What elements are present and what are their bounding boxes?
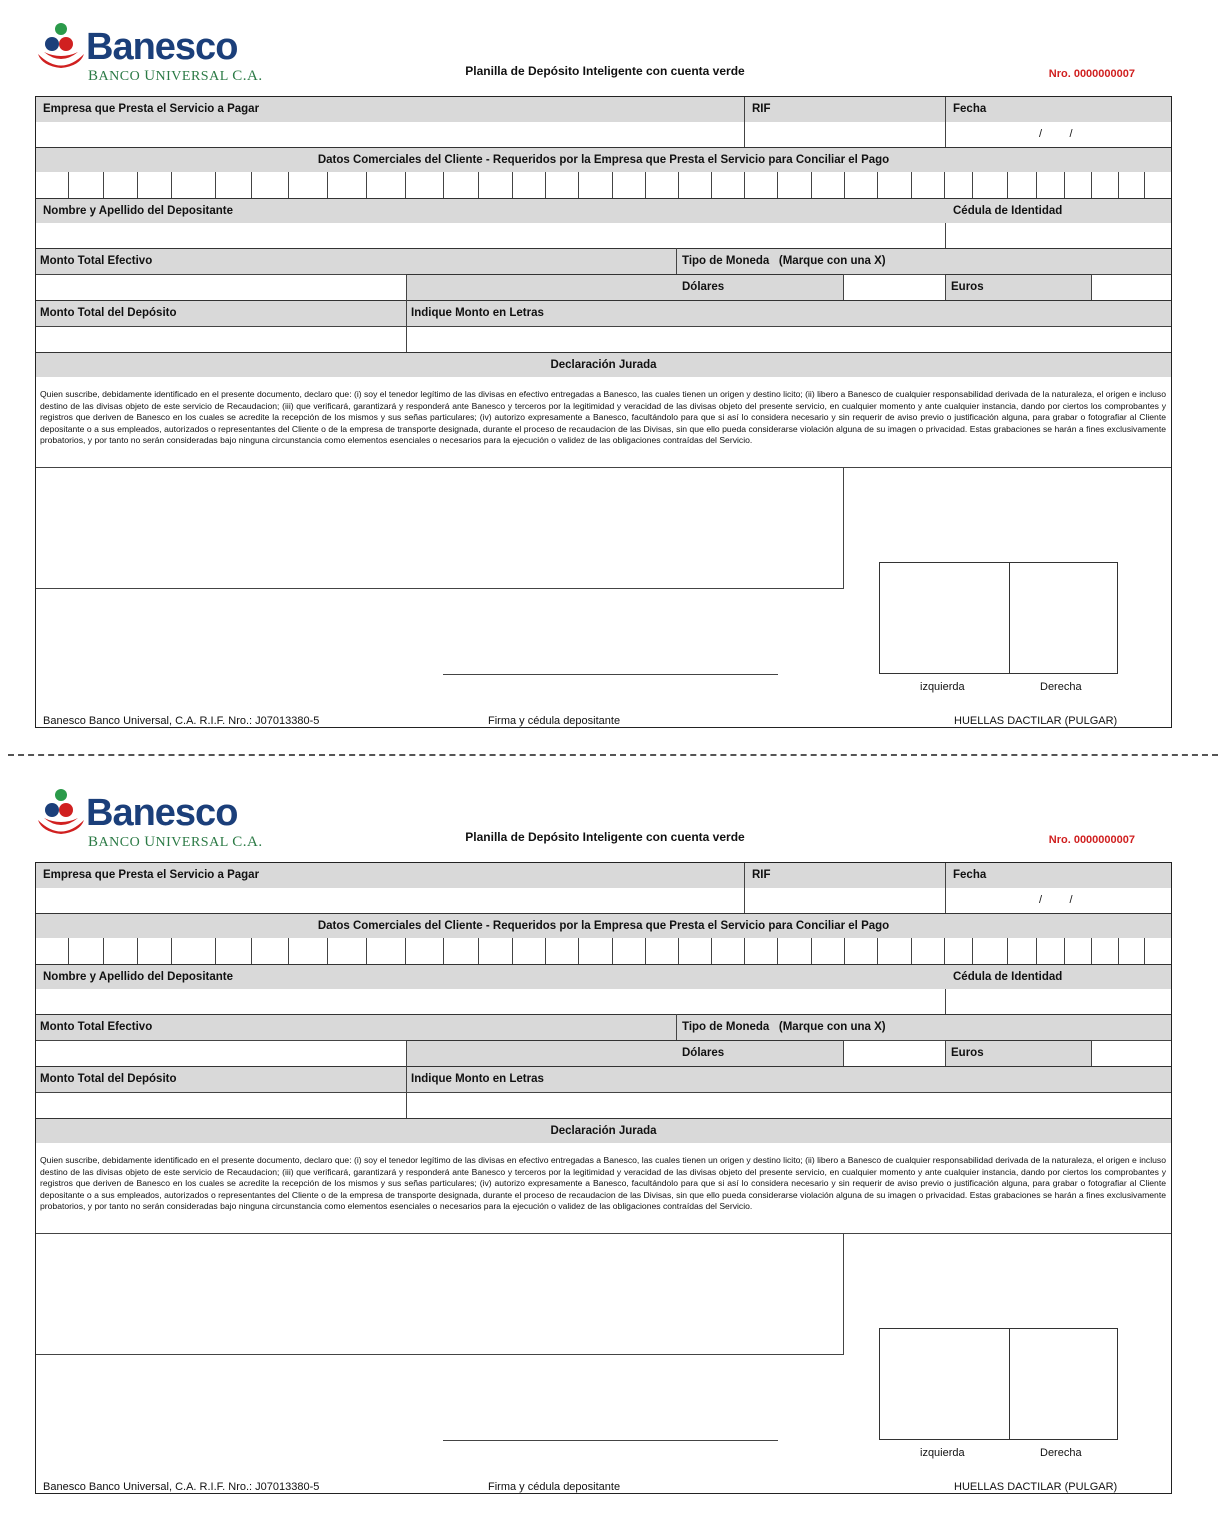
empresa-field[interactable] (36, 122, 744, 147)
datos-comerciales-cell[interactable] (172, 172, 216, 198)
datos-comerciales-cell[interactable] (1008, 172, 1037, 198)
datos-comerciales-cell[interactable] (778, 938, 812, 964)
cedula-field[interactable] (946, 990, 1171, 1014)
cut-line (8, 754, 1218, 756)
datos-comerciales-cell[interactable] (845, 172, 878, 198)
fecha-label: Fecha (953, 869, 987, 881)
header-declaracion (36, 1118, 1171, 1143)
datos-comerciales-cell[interactable] (712, 172, 745, 198)
datos-comerciales-cell[interactable] (1037, 172, 1065, 198)
dolares-mark-field[interactable] (843, 274, 945, 300)
header-monto-efectivo (36, 248, 1171, 274)
form-title: Planilla de Depósito Inteligente con cuenta verde (465, 64, 745, 78)
dolares-mark-field[interactable] (843, 1040, 945, 1066)
dolares-label: Dólares (682, 1047, 725, 1059)
monto-efectivo-gray-cell (406, 274, 676, 300)
datos-comerciales-cell[interactable] (646, 172, 679, 198)
fecha-field[interactable]: / / (1039, 894, 1073, 906)
footer-bank-rif: Banesco Banco Universal, C.A. R.I.F. Nro.: J07013380-5 (43, 1481, 320, 1493)
monto-letras-label: Indique Monto en Letras (411, 1073, 544, 1085)
form-title: Planilla de Depósito Inteligente con cuenta verde (465, 830, 745, 844)
datos-comerciales-cell[interactable] (812, 938, 845, 964)
datos-comerciales-cell[interactable] (646, 938, 679, 964)
fingerprint-left-field[interactable] (880, 1329, 1010, 1439)
declaration-text: Quien suscribe, debidamente identificado en el presente documento, declaro que: (i) soy el tenedor legítimo de las divisas en efectivo entregadas a Banesco, las cuales tienen un origen y destino licito; (ii) libero a Banesco de cualquier responsabilidad derivada de la naturaleza, el origen e incluso destino de las divisas objeto de este servicio de Recaudacion; (iii) que verificará, garantizará y responderá ante Banesco y terceros por la legitimidad y veracidad de las divisas objeto del presente servicio, en cualquier momento y ante cualquier instancia, dando por ciertos los comprobantes y registros que deriven de Banesco en los cuales se acredite la recepción de los mismos y sus señas particulares; (iv) autorizo expresamente a Banesco, facultándolo para que si así lo considera necesario y sin requerir de aviso previo o justificación alguna, para grabar o fotografiar al Cliente depositante o a sus empleados, autorizados o representantes del Cliente o de la empresa de transporte designada, durante el proceso de recaudacion de las Divisas, sin que ello pueda considerarse violación alguna de su imagen o privacidad. Estas grabaciones se harán a fines exclusivamente probatorios, y por tanto no serán consideradas bajo ninguna circunstancia como elementos esenciales o necesarios para la ejecución o validez de las obligaciones contraídas del Servicio. (40, 389, 1166, 445)
datos-comerciales-cell[interactable] (973, 938, 1008, 964)
nombre-field[interactable] (36, 990, 944, 1014)
datos-comerciales-cell[interactable] (878, 938, 912, 964)
form-number: Nro. 0000000007 (1048, 834, 1135, 846)
datos-comerciales-cell[interactable] (1092, 938, 1119, 964)
datos-comerciales-cell[interactable] (513, 938, 546, 964)
datos-comerciales-cell[interactable] (104, 172, 138, 198)
datos-comerciales-cell[interactable] (36, 938, 69, 964)
datos-comerciales-cell[interactable] (479, 172, 513, 198)
datos-comerciales-cell[interactable] (613, 938, 646, 964)
datos-comerciales-cell[interactable] (104, 938, 138, 964)
datos-comerciales-cell[interactable] (745, 172, 778, 198)
deposit-form (35, 96, 1172, 728)
dolares-label: Dólares (682, 281, 725, 293)
banesco-logo-icon (36, 22, 86, 72)
stamp-area[interactable] (36, 468, 843, 588)
datos-comerciales-cell[interactable] (444, 938, 479, 964)
fecha-label: Fecha (953, 103, 987, 115)
monto-deposito-field[interactable] (36, 326, 406, 352)
monto-deposito-field[interactable] (36, 1092, 406, 1118)
datos-comerciales-cell[interactable] (546, 172, 579, 198)
empresa-field[interactable] (36, 888, 744, 913)
empresa-label: Empresa que Presta el Servicio a Pagar (43, 869, 260, 881)
datos-comerciales-cell[interactable] (328, 938, 367, 964)
datos-comerciales-cell[interactable] (444, 172, 479, 198)
tipo-moneda-label: Tipo de Moneda (Marque con una X) (682, 1021, 886, 1033)
header-monto-deposito (36, 1066, 1171, 1092)
deposit-slip (0, 0, 1225, 750)
header-nombre (36, 198, 1171, 223)
bank-subtitle: BANCO UNIVERSAL C.A. (88, 834, 263, 850)
datos-comerciales-cell[interactable] (69, 938, 104, 964)
monto-deposito-label: Monto Total del Depósito (40, 307, 177, 319)
header-monto-efectivo (36, 1014, 1171, 1040)
datos-comerciales-cell[interactable] (1037, 938, 1065, 964)
rif-label: RIF (752, 869, 771, 881)
datos-comerciales-cell[interactable] (579, 938, 613, 964)
monto-efectivo-label: Monto Total Efectivo (40, 255, 153, 267)
euros-mark-field[interactable] (1091, 1040, 1171, 1066)
cedula-field[interactable] (946, 224, 1171, 248)
footer-firma: Firma y cédula depositante (488, 1481, 621, 1493)
datos-label: Datos Comerciales del Cliente - Requeridos por la Empresa que Presta el Servicio para Conciliar el Pago (317, 920, 890, 932)
dolares-cell (676, 1040, 843, 1066)
euros-label: Euros (951, 281, 984, 293)
datos-comerciales-cell[interactable] (513, 172, 546, 198)
datos-comerciales-cell[interactable] (778, 172, 812, 198)
euros-label: Euros (951, 1047, 984, 1059)
monto-letras-field[interactable] (407, 1092, 1171, 1118)
datos-comerciales-cell[interactable] (252, 938, 289, 964)
header-declaracion (36, 352, 1171, 377)
datos-comerciales-cell[interactable] (745, 938, 778, 964)
euros-cell (945, 1040, 1091, 1066)
derecha-label: Derecha (1040, 681, 1082, 693)
header-nombre (36, 964, 1171, 989)
cedula-label: Cédula de Identidad (953, 971, 1063, 983)
izquierda-label: izquierda (920, 1447, 965, 1459)
deposit-form (35, 862, 1172, 1494)
fingerprint-right-field[interactable] (1010, 563, 1117, 673)
datos-comerciales-cell[interactable] (406, 938, 444, 964)
banesco-logo (36, 788, 263, 854)
rif-field[interactable] (745, 888, 945, 913)
datos-comerciales-cell[interactable] (479, 938, 513, 964)
datos-comerciales-cell[interactable] (1145, 172, 1171, 198)
datos-comerciales-cell[interactable] (1145, 938, 1171, 964)
signature-line (443, 674, 778, 675)
datos-comerciales-cell[interactable] (289, 938, 328, 964)
footer-huellas: HUELLAS DACTILAR (PULGAR) (954, 1481, 1118, 1493)
nombre-field[interactable] (36, 224, 944, 248)
header-monto-deposito (36, 300, 1171, 326)
datos-comerciales-cell[interactable] (367, 172, 406, 198)
datos-comerciales-cell[interactable] (328, 172, 367, 198)
datos-comerciales-cell[interactable] (912, 938, 945, 964)
datos-comerciales-cell[interactable] (367, 938, 406, 964)
stamp-area[interactable] (36, 1234, 843, 1354)
datos-comerciales-cell[interactable] (138, 938, 172, 964)
datos-comerciales-cell[interactable] (1008, 938, 1037, 964)
bank-name: Banesco (86, 792, 238, 834)
euros-cell (945, 274, 1091, 300)
datos-comerciales-cell[interactable] (845, 938, 878, 964)
datos-comerciales-cell[interactable] (216, 172, 252, 198)
datos-comerciales-cells (36, 172, 1171, 198)
nombre-label: Nombre y Apellido del Depositante (43, 971, 233, 983)
footer-huellas: HUELLAS DACTILAR (PULGAR) (954, 715, 1118, 727)
datos-comerciales-cell[interactable] (945, 172, 973, 198)
datos-comerciales-cell[interactable] (1065, 172, 1092, 198)
derecha-label: Derecha (1040, 1447, 1082, 1459)
datos-comerciales-cell[interactable] (1092, 172, 1119, 198)
monto-efectivo-label: Monto Total Efectivo (40, 1021, 153, 1033)
declaracion-label: Declaración Jurada (550, 1125, 657, 1137)
datos-comerciales-cell[interactable] (289, 172, 328, 198)
rif-label: RIF (752, 103, 771, 115)
monto-efectivo-field[interactable] (36, 274, 406, 300)
datos-comerciales-cell[interactable] (138, 172, 172, 198)
form-number: Nro. 0000000007 (1048, 68, 1135, 80)
datos-comerciales-cell[interactable] (1119, 172, 1145, 198)
nombre-label: Nombre y Apellido del Depositante (43, 205, 233, 217)
rif-field[interactable] (745, 122, 945, 147)
datos-comerciales-cell[interactable] (579, 172, 613, 198)
header-row-empresa (36, 97, 1171, 122)
datos-comerciales-cell[interactable] (712, 938, 745, 964)
fingerprint-right-field[interactable] (1010, 1329, 1117, 1439)
datos-comerciales-cell[interactable] (546, 938, 579, 964)
monto-efectivo-field[interactable] (36, 1040, 406, 1066)
izquierda-label: izquierda (920, 681, 965, 693)
monto-letras-field[interactable] (407, 326, 1171, 352)
datos-comerciales-cell[interactable] (1119, 938, 1145, 964)
tipo-moneda-label: Tipo de Moneda (Marque con una X) (682, 255, 886, 267)
datos-comerciales-cell[interactable] (406, 172, 444, 198)
fingerprint-left-field[interactable] (880, 563, 1010, 673)
datos-comerciales-cells (36, 938, 1171, 964)
footer-bank-rif: Banesco Banco Universal, C.A. R.I.F. Nro.: J07013380-5 (43, 715, 320, 727)
deposit-slip (0, 766, 1225, 1516)
header-datos-comerciales (36, 913, 1171, 938)
datos-comerciales-cell[interactable] (945, 938, 973, 964)
cedula-label: Cédula de Identidad (953, 205, 1063, 217)
bank-name: Banesco (86, 26, 238, 68)
declaration-text: Quien suscribe, debidamente identificado en el presente documento, declaro que: (i) soy el tenedor legítimo de las divisas en efectivo entregadas a Banesco, las cuales tienen un origen y destino licito; (ii) libero a Banesco de cualquier responsabilidad derivada de la naturaleza, el origen e incluso destino de las divisas objeto de este servicio de Recaudacion; (iii) que verificará, garantizará y responderá ante Banesco y terceros por la legitimidad y veracidad de las divisas objeto del presente servicio, en cualquier momento y ante cualquier instancia, dando por ciertos los comprobantes y registros que deriven de Banesco en los cuales se acredite la recepción de los mismos y sus señas particulares; (iv) autorizo expresamente a Banesco, facultándolo para que si así lo considera necesario y sin requerir de aviso previo o justificación alguna, para grabar o fotografiar al Cliente depositante o a sus empleados, autorizados o representantes del Cliente o de la empresa de transporte designada, durante el proceso de recaudacion de las Divisas, sin que ello pueda considerarse violación alguna de su imagen o privacidad. Estas grabaciones se harán a fines exclusivamente probatorios, y por tanto no serán consideradas bajo ninguna circunstancia como elementos esenciales o necesarios para la ejecución o validez de las obligaciones contraídas del Servicio. (40, 1155, 1166, 1211)
datos-comerciales-cell[interactable] (69, 172, 104, 198)
datos-comerciales-cell[interactable] (912, 172, 945, 198)
euros-mark-field[interactable] (1091, 274, 1171, 300)
dolares-cell (676, 274, 843, 300)
empresa-label: Empresa que Presta el Servicio a Pagar (43, 103, 260, 115)
monto-efectivo-gray-cell (406, 1040, 676, 1066)
monto-deposito-label: Monto Total del Depósito (40, 1073, 177, 1085)
header-datos-comerciales (36, 147, 1171, 172)
datos-comerciales-cell[interactable] (216, 938, 252, 964)
banesco-logo-icon (36, 788, 86, 838)
header-row-empresa (36, 863, 1171, 888)
fingerprint-box (879, 1328, 1118, 1440)
fingerprint-box (879, 562, 1118, 674)
datos-comerciales-cell[interactable] (1065, 938, 1092, 964)
datos-comerciales-cell[interactable] (679, 172, 712, 198)
banesco-logo (36, 22, 263, 88)
datos-label: Datos Comerciales del Cliente - Requeridos por la Empresa que Presta el Servicio para Conciliar el Pago (317, 154, 890, 166)
signature-line (443, 1440, 778, 1441)
datos-comerciales-cell[interactable] (172, 938, 216, 964)
datos-comerciales-cell[interactable] (36, 172, 69, 198)
datos-comerciales-cell[interactable] (973, 172, 1008, 198)
footer-firma: Firma y cédula depositante (488, 715, 621, 727)
fecha-field[interactable]: / / (1039, 128, 1073, 140)
datos-comerciales-cell[interactable] (613, 172, 646, 198)
datos-comerciales-cell[interactable] (252, 172, 289, 198)
monto-letras-label: Indique Monto en Letras (411, 307, 544, 319)
datos-comerciales-cell[interactable] (878, 172, 912, 198)
datos-comerciales-cell[interactable] (812, 172, 845, 198)
bank-subtitle: BANCO UNIVERSAL C.A. (88, 68, 263, 84)
datos-comerciales-cell[interactable] (679, 938, 712, 964)
declaracion-label: Declaración Jurada (550, 359, 657, 371)
